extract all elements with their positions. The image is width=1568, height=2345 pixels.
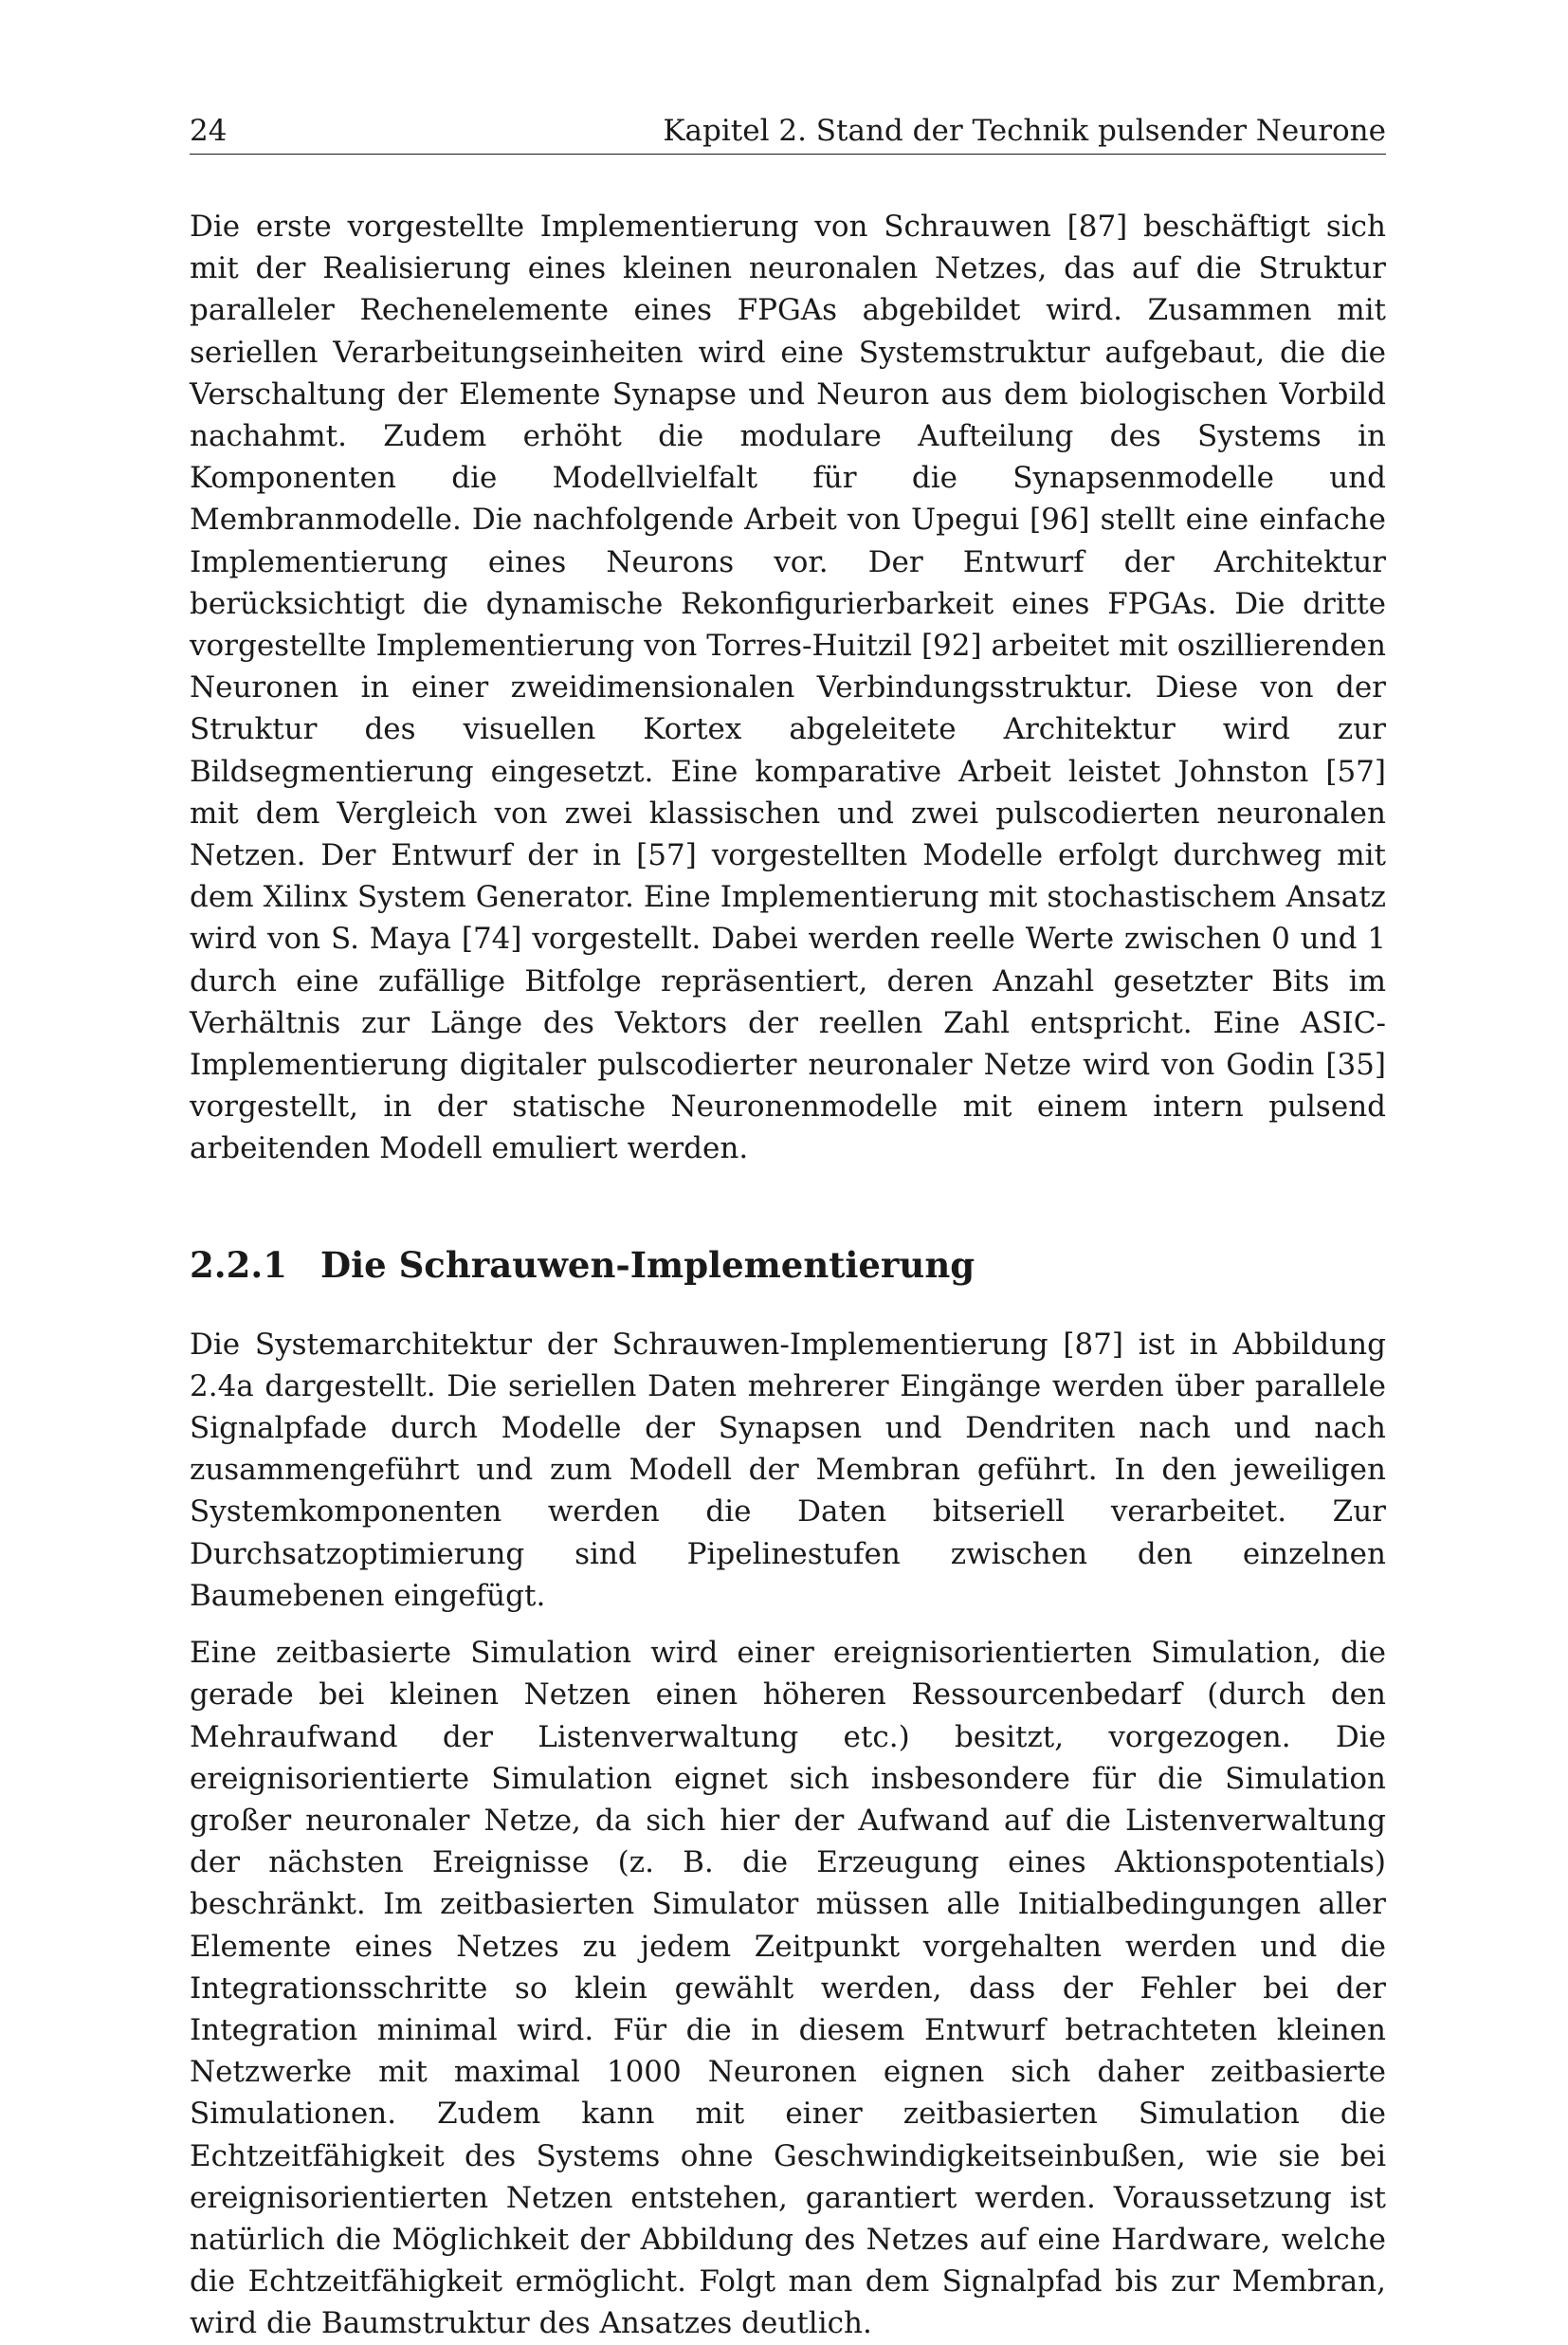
running-header [190,112,1386,155]
section-title: Die Schrauwen-Implementierung [320,1243,975,1286]
page-number: 24 [190,114,228,148]
paragraph-simulation: Eine zeitbasierte Simulation wird einer ereignisorientierten Simulation, die gerade bei kleinen Netzen einen höheren Ressourcenbedarf (durch den Mehraufwand der Listenverwaltung etc.) besitzt, vorgezogen. Die ereignisorientierte Simulation eignet sich insbesondere für die Simulation großer neuronaler Netze, da sich hier der Aufwand auf die Listenverwaltung der nächsten Ereignisse (z. B. die Erzeugung eines Aktionspotentials) beschränkt. Im zeitbasierten Simulator müssen alle Initialbedingungen aller Elemente eines Netzes zu jedem Zeitpunkt vorgehalten werden und die Integrationsschritte so klein gewählt werden, dass der Fehler bei der Integration minimal wird. Für die in diesem Entwurf betrachteten kleinen Netzwerke mit maximal 1000 Neuronen eignen sich daher zeitbasierte Simulationen. Zudem kann mit einer zeitbasierten Simulation die Echtzeitfähigkeit des Systems ohne Geschwindigkeitseinbußen, wie sie bei ereignisorientierten Netzen entstehen, garantiert werden. Voraussetzung ist natürlich die Möglichkeit der Abbildung des Netzes auf eine Hardware, welche die Echtzeitfähigkeit ermöglicht. Folgt man dem Signalpfad bis zur Membran, wird die Baumstruktur des Ansatzes deutlich. [190,1636,1386,2341]
section-number: 2.2.1 [190,1243,287,1286]
paragraph-architecture: Die Systemarchitektur der Schrauwen-Implementierung [87] ist in Abbildung 2.4a dargestellt. Die seriellen Daten mehrerer Eingänge werden über parallele Signalpfade durch Modelle der Synapsen und Dendriten nach und nach zusammengeführt und zum Modell der Membran geführt. In den jeweiligen Systemkomponenten werden die Daten bitseriell verarbeitet. Zur Durchsatzoptimierung sind Pipelinestufen zwischen den einzelnen Baumebenen eingefügt. [190,1327,1386,1613]
paragraph-intro: Die erste vorgestellte Implementierung von Schrauwen [87] beschäftigt sich mit der Realisierung eines kleinen neuronalen Netzes, das auf die Struktur paralleler Rechenelemente eines FPGAs abgebildet wird. Zusammen mit seriellen Verarbeitungseinheiten wird eine Systemstruktur aufgebaut, die die Verschaltung der Elemente Synapse und Neuron aus dem biologischen Vorbild nachahmt. Zudem erhöht die modulare Aufteilung des Systems in Komponenten die Modellvielfalt für die Synapsenmodelle und Membranmodelle. Die nachfolgende Arbeit von Upegui [96] stellt eine einfache Implementierung eines Neurons vor. Der Entwurf der Architektur berücksichtigt die dynamische Rekonfigurierbarkeit eines FPGAs. Die dritte vorgestellte Implementierung von Torres-Huitzil [92] arbeitet mit oszillierenden Neuronen in einer zweidimensionalen Verbindungsstruktur. Diese von der Struktur des visuellen Kortex abgeleitete Architektur wird zur Bildsegmentierung eingesetzt. Eine komparative Arbeit leistet Johnston [57] mit dem Vergleich von zwei klassischen und zwei pulscodierten neuronalen Netzen. Der Entwurf der in [57] vorgestellten Modelle erfolgt durchweg mit dem Xilinx System Generator. Eine Implementierung mit stochastischem Ansatz wird von S. Maya [74] vorgestellt. Dabei werden reelle Werte zwischen 0 und 1 durch eine zufällige Bitfolge repräsentiert, deren Anzahl gesetzter Bits im Verhältnis zur Länge des Vektors der reellen Zahl entspricht. Eine ASIC-Implementierung digitaler pulscodierter neuronaler Netze wird von Godin [35] vorgestellt, in der statische Neuronenmodelle mit einem intern pulsend arbeitenden Modell emuliert werden. [190,210,1386,1166]
document-page [190,112,1386,2345]
body-text [190,206,1386,2345]
chapter-title: Kapitel 2. Stand der Technik pulsender Neurone [663,114,1386,148]
section-heading [190,1242,1386,1288]
